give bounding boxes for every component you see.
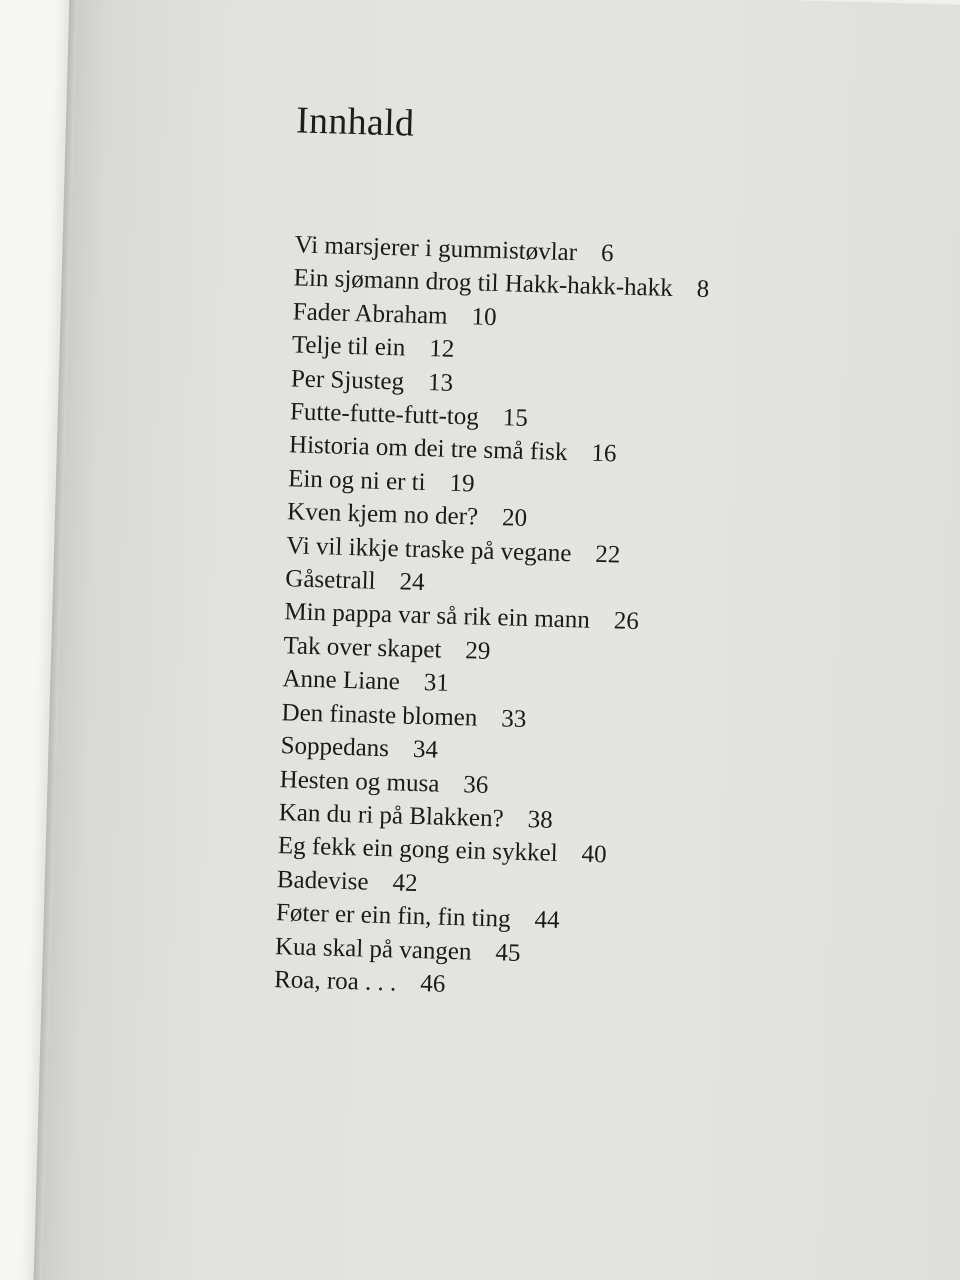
toc-entry-page-number: 13 [427, 368, 454, 397]
toc-entry-title: Ein og ni er ti [287, 465, 426, 496]
toc-entry-page-number: 40 [581, 840, 607, 869]
toc-entry-page-number: 42 [392, 869, 418, 897]
toc-entry-title: Badevise [276, 865, 369, 896]
toc-entry-title: Hesten og musa [279, 765, 440, 798]
toc-entry-page-number: 12 [428, 335, 455, 364]
toc-entry-title: Vi vil ikkje traske på vegane [285, 531, 572, 567]
toc-entry-page-number: 38 [527, 806, 554, 834]
toc-entry-title: Gåsetrall [284, 565, 376, 595]
toc-entry-title: Tak over skapet [283, 632, 442, 664]
toc-entry-page-number: 8 [696, 276, 710, 304]
toc-entry-title: Ein sjømann drog til Hakk-hakk-hakk [293, 264, 674, 303]
toc-entry-page-number: 33 [500, 705, 527, 733]
toc-entry-title: Min pappa var så rik ein mann [284, 598, 591, 635]
toc-entry-page-number: 29 [464, 637, 491, 665]
toc-entry-page-number: 45 [495, 938, 521, 967]
toc-entry-title: Futte-futte-futt-tog [289, 398, 480, 431]
toc-entry-page-number: 20 [501, 504, 528, 533]
toc-entry-page-number: 26 [613, 607, 640, 636]
toc-entry-page-number: 44 [534, 906, 560, 935]
toc-entry-page-number: 24 [399, 568, 425, 597]
book-page [33, 0, 960, 1280]
table-of-contents [274, 228, 711, 1008]
toc-entry-title: Føter er ein fin, fin ting [275, 899, 511, 933]
toc-entry-title: Telje til ein [291, 331, 406, 362]
page-edge [33, 0, 78, 1280]
toc-entry-title: Kua skal på vangen [274, 932, 472, 966]
toc-entry-page-number: 16 [591, 440, 617, 468]
toc-entry-title: Kven kjem no der? [286, 498, 479, 531]
toc-entry-page-number: 46 [419, 970, 446, 998]
toc-entry-title: Per Sjusteg [290, 364, 405, 396]
toc-entry-title: Fader Abraham [292, 298, 448, 330]
toc-entry-title: Roa, roa . . . [273, 966, 397, 997]
toc-entry-page-number: 19 [449, 469, 475, 498]
toc-entry-page-number: 15 [502, 404, 529, 432]
toc-entry-title: Den finaste blomen [281, 698, 478, 732]
toc-entry-title: Kan du ri på Blakken? [278, 799, 505, 833]
toc-entry-page-number: 36 [463, 770, 489, 799]
toc-entry-title: Historia om dei tre små fisk [288, 431, 568, 467]
toc-entry-page-number: 31 [423, 669, 450, 698]
toc-entry-page-number: 10 [471, 303, 497, 331]
toc-entry-page-number: 22 [595, 540, 621, 569]
toc-entry-title: Soppedans [280, 732, 390, 763]
toc-entry-title: Vi marsjerer i gummistøvlar [294, 231, 578, 267]
toc-entry-page-number: 6 [600, 239, 614, 268]
toc-entry-title: Eg fekk ein gong ein sykkel [277, 832, 558, 868]
toc-entry-title: Anne Liane [282, 665, 401, 696]
page-title: Innhald [295, 99, 415, 145]
toc-entry-page-number: 34 [412, 735, 439, 764]
